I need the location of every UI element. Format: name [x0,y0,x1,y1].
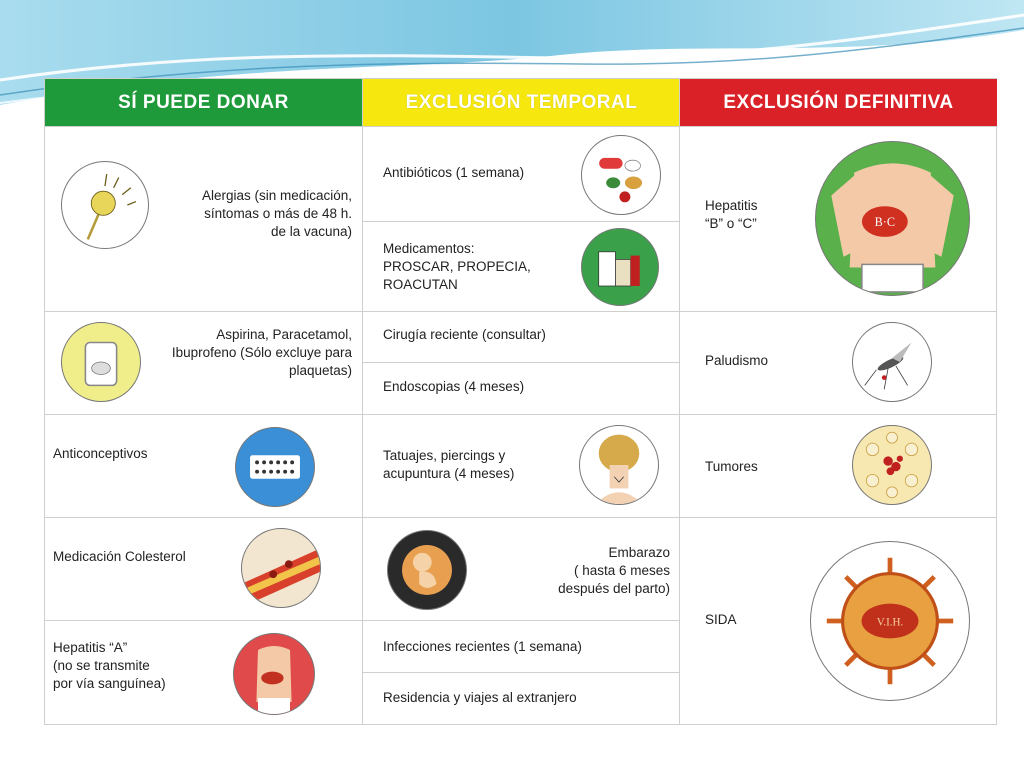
row-aids [680,517,997,724]
liver-torso-icon [233,633,315,715]
capsules-icon [581,135,661,215]
virus-label: V.I.H. [876,616,904,629]
row-surgery [363,311,680,362]
column-can-donate [45,79,362,724]
text-hepatitis-a: Hepatitis “A” (no se transmite por vía sanguínea) [53,640,166,691]
donation-criteria-table [44,78,997,725]
row-pregnancy [363,517,680,620]
tumor-cells-icon [852,425,932,505]
row-cholesterol [45,517,362,620]
column-permanent [679,79,997,724]
artery-icon [241,528,321,608]
row-analgesics [45,311,362,414]
text-hepatitis-bc: Hepatitis “B” o “C” [705,198,758,231]
row-infections [363,620,680,672]
row-tattoos [363,414,680,517]
text-cholesterol: Medicación Colesterol [53,549,186,564]
pill-glass-icon [61,322,141,402]
header-can-donate: SÍ PUEDE DONAR [45,79,362,126]
text-contraceptives: Anticonceptivos [53,446,148,461]
text-surgery: Cirugía reciente (consultar) [383,327,546,342]
mosquito-icon [852,322,932,402]
tattoo-neck-icon [579,425,659,505]
row-contraceptives [45,414,362,517]
row-medications [363,221,680,311]
row-allergies [45,126,362,311]
text-travel: Residencia y viajes al extranjero [383,690,577,705]
text-tattoos: Tatuajes, piercings y acupuntura (4 meses) [383,448,515,481]
liver-label: B·C [874,215,896,230]
virus-icon [810,541,970,701]
row-tumors [680,414,997,517]
row-malaria [680,311,997,414]
liver-torso-icon [815,141,970,296]
pill-pack-icon [235,427,315,507]
header-permanent: EXCLUSIÓN DEFINITIVA [680,79,997,126]
text-malaria: Paludismo [705,353,769,368]
dandelion-icon [61,161,149,249]
fetus-icon [387,530,467,610]
header-temporary: EXCLUSIÓN TEMPORAL [363,79,680,126]
text-allergies: Alergias (sin medicación, síntomas o más de 48 h. de la vacuna) [201,188,352,239]
column-temporary [362,79,680,724]
row-antibiotics [363,126,680,221]
text-infections: Infecciones recientes (1 semana) [383,639,582,654]
row-hepatitis-a [45,620,362,724]
text-tumors: Tumores [705,459,758,474]
row-hepatitis-bc [680,126,997,311]
text-pregnancy: Embarazo ( hasta 6 meses después del parto) [558,545,670,596]
text-endoscopy: Endoscopias (4 meses) [383,379,525,394]
text-antibiotics: Antibióticos (1 semana) [383,165,525,180]
row-endoscopy [363,362,680,414]
text-aids: SIDA [705,612,737,627]
row-travel [363,672,680,724]
medicine-boxes-icon [581,228,659,306]
text-medications: Medicamentos: PROSCAR, PROPECIA, ROACUTAN [383,241,531,292]
text-analgesics: Aspirina, Paracetamol, Ibuprofeno (Sólo excluye para plaquetas) [171,327,352,378]
